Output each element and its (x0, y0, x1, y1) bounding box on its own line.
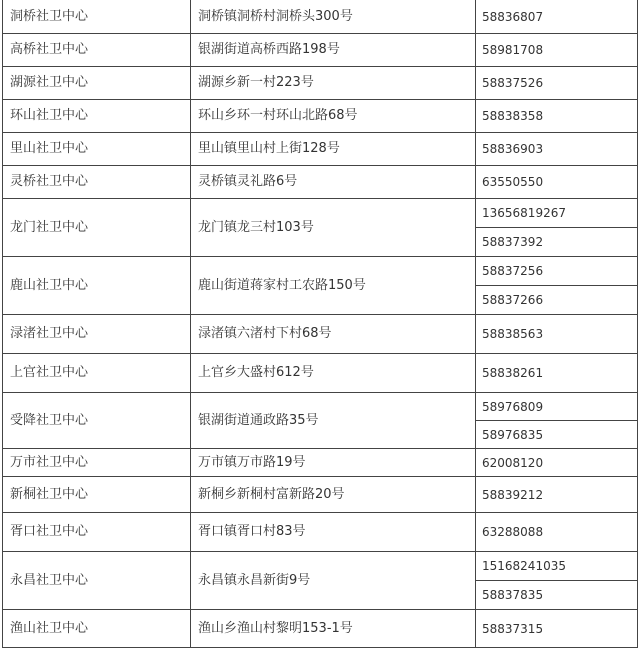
clinic-address: 湖源乡新一村223号 (191, 67, 476, 100)
clinic-phone: 58836903 (476, 133, 638, 166)
clinic-name: 洞桥社卫中心 (3, 0, 191, 34)
clinic-name: 龙门社卫中心 (3, 199, 191, 257)
clinic-phone: 58976809 (476, 393, 638, 421)
clinic-address: 渌渚镇六渚村下村68号 (191, 315, 476, 354)
clinic-name: 新桐社卫中心 (3, 477, 191, 513)
clinic-address: 新桐乡新桐村富新路20号 (191, 477, 476, 513)
clinic-name: 渔山社卫中心 (3, 610, 191, 648)
clinic-phone: 13656819267 (476, 199, 638, 228)
clinic-phone: 58839212 (476, 477, 638, 513)
table-row (3, 449, 638, 477)
clinic-name: 上官社卫中心 (3, 354, 191, 393)
clinic-phone: 58976835 (476, 421, 638, 449)
clinic-address: 银湖街道通政路35号 (191, 393, 476, 449)
table-row (3, 166, 638, 199)
clinic-phone: 58837315 (476, 610, 638, 648)
clinic-phone: 15168241035 (476, 552, 638, 581)
clinic-name: 鹿山社卫中心 (3, 257, 191, 315)
clinic-name: 环山社卫中心 (3, 100, 191, 133)
clinic-address: 上官乡大盛村612号 (191, 354, 476, 393)
clinic-address: 环山乡环一村环山北路68号 (191, 100, 476, 133)
clinic-table (2, 0, 638, 648)
clinic-name: 万市社卫中心 (3, 449, 191, 477)
clinic-address: 万市镇万市路19号 (191, 449, 476, 477)
table-row (3, 133, 638, 166)
clinic-name: 受降社卫中心 (3, 393, 191, 449)
table-row (3, 552, 638, 581)
clinic-phone: 58981708 (476, 34, 638, 67)
table-row (3, 67, 638, 100)
clinic-phone: 62008120 (476, 449, 638, 477)
clinic-address: 渔山乡渔山村黎明153-1号 (191, 610, 476, 648)
clinic-address: 胥口镇胥口村83号 (191, 513, 476, 552)
clinic-address: 银湖街道高桥西路198号 (191, 34, 476, 67)
table-row (3, 0, 638, 34)
clinic-address: 龙门镇龙三村103号 (191, 199, 476, 257)
clinic-name: 湖源社卫中心 (3, 67, 191, 100)
clinic-address: 鹿山街道蒋家村工农路150号 (191, 257, 476, 315)
clinic-name: 渌渚社卫中心 (3, 315, 191, 354)
table-row (3, 610, 638, 648)
clinic-phone: 63288088 (476, 513, 638, 552)
clinic-phone: 58838563 (476, 315, 638, 354)
table-row (3, 100, 638, 133)
table-row (3, 354, 638, 393)
clinic-address: 洞桥镇洞桥村洞桥头300号 (191, 0, 476, 34)
table-row (3, 477, 638, 513)
clinic-phone: 58836807 (476, 0, 638, 34)
clinic-phone: 58838358 (476, 100, 638, 133)
clinic-address: 里山镇里山村上街128号 (191, 133, 476, 166)
table-row (3, 34, 638, 67)
clinic-name: 里山社卫中心 (3, 133, 191, 166)
clinic-name: 胥口社卫中心 (3, 513, 191, 552)
clinic-phone: 58837526 (476, 67, 638, 100)
clinic-name: 高桥社卫中心 (3, 34, 191, 67)
clinic-phone: 58837392 (476, 228, 638, 257)
table-row (3, 513, 638, 552)
clinic-address: 永昌镇永昌新街9号 (191, 552, 476, 610)
clinic-name: 永昌社卫中心 (3, 552, 191, 610)
clinic-phone: 58837266 (476, 286, 638, 315)
table-row (3, 199, 638, 228)
clinic-phone: 58837256 (476, 257, 638, 286)
table-row (3, 257, 638, 286)
clinic-phone: 58837835 (476, 581, 638, 610)
table-row (3, 393, 638, 421)
table-row (3, 315, 638, 354)
clinic-name: 灵桥社卫中心 (3, 166, 191, 199)
clinic-phone: 63550550 (476, 166, 638, 199)
clinic-phone: 58838261 (476, 354, 638, 393)
clinic-address: 灵桥镇灵礼路6号 (191, 166, 476, 199)
